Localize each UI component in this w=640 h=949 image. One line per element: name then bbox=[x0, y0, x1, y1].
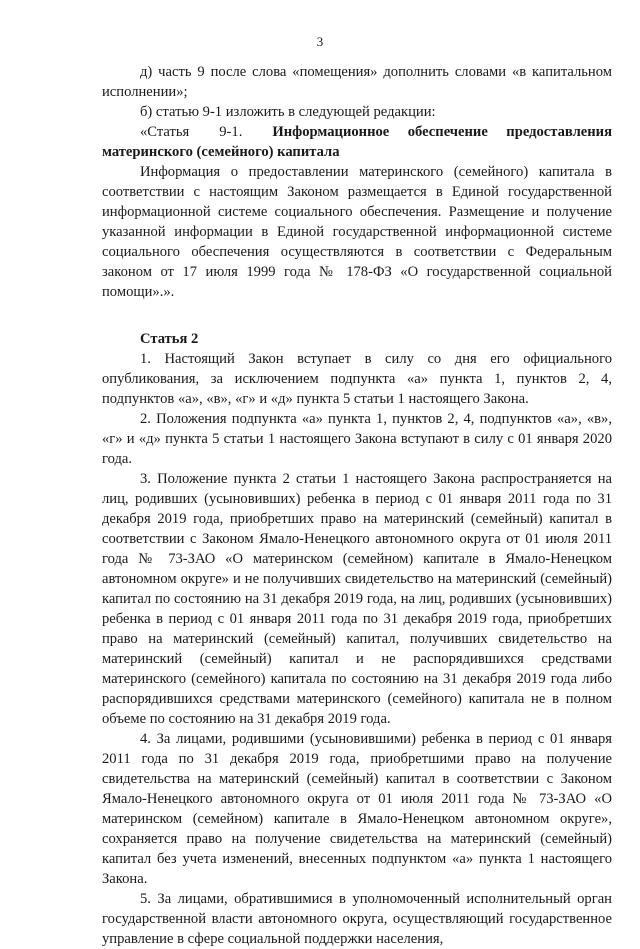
paragraph-amendment-d: д) часть 9 после слова «помещения» дополнить словами «в капитальном исполнении»; bbox=[102, 64, 612, 100]
article-2-item-1: 1. Настоящий Закон вступает в силу со дня его официального опубликования, за исключением подпункта «а» пункта 1, пунктов 2, 4, подпунктов «а», «в», «г» и «д» пункта 5 статьи 1 настоящего Закона. bbox=[102, 351, 612, 407]
statute-title: Информационное обеспечение предоставления материнского (семейного) капитала bbox=[102, 124, 612, 160]
article-2-heading: Статья 2 bbox=[140, 331, 199, 347]
paragraph-information: Информация о предоставлении материнского (семейного) капитала в соответствии с настоящим Законом размещается в Единой государственной информационной системе социального обеспечения. Размещение и получение указанной информации в Единой государственной информационной системе социального обеспечения осуществляются в соответствии с Федеральным законом от 17 июля 1999 года № 178-ФЗ «О государственной социальной помощи».». bbox=[102, 164, 612, 300]
document-body bbox=[102, 62, 612, 949]
article-2-item-4: 4. За лицами, родившими (усыновившими) ребенка в период с 01 января 2011 года по 31 декабря 2019 года, приобретшими право на получение свидетельства на материнский (семейный) капитал в соответствии с Законом Ямало-Ненецкого автономного округа от 01 июля 2011 года № 73-ЗАО «О материнском (семейном) капитале в Ямало-Ненецком автономном округе», сохраняется право на получение свидетельства на материнский (семейный) капитал без учета изменений, внесенных подпунктом «а» пункта 1 настоящего Закона. bbox=[102, 731, 612, 887]
paragraph-amendment-b: б) статью 9-1 изложить в следующей редакции: bbox=[140, 104, 436, 120]
article-2-item-3: 3. Положение пункта 2 статьи 1 настоящего Закона распространяется на лиц, родивших (усыновивших) ребенка в период с 01 января 2011 года по 31 декабря 2019 года, приобретших право на материнский (семейный) капитал в соответствии с Законом Ямало-Ненецкого автономного округа от 01 июля 2011 года № 73-ЗАО «О материнском (семейном) капитале в Ямало-Ненецком автономном округе» и не получивших свидетельство на материнский (семейный) капитал по состоянию на 31 декабря 2019 года, на лиц, родивших (усыновивших) ребенка в период с 01 января 2011 года по 31 декабря 2019 года, приобретших право на материнский (семейный) капитал, получивших свидетельство на материнский (семейный) капитал и не распорядившихся средствами материнского (семейного) капитала по состоянию на 31 декабря 2019 года либо распорядившихся средствами материнского (семейного) капитала не в полном объеме по состоянию на 31 декабря 2019 года. bbox=[102, 471, 612, 727]
article-2-item-5: 5. За лицами, обратившимися в уполномоченный исполнительный орган государственной власти автономного округа, осуществляющий государственное управление в сфере социальной поддержки населения, bbox=[102, 891, 612, 947]
statute-prefix: «Статья bbox=[140, 124, 190, 140]
statute-heading bbox=[102, 122, 612, 162]
page-number: 3 bbox=[316, 34, 324, 49]
statute-number: 9-1. bbox=[219, 124, 243, 140]
article-2-item-2: 2. Положения подпункта «а» пункта 1, пунктов 2, 4, подпунктов «а», «в», «г» и «д» пункта 5 статьи 1 настоящего Закона вступают в силу с 01 января 2020 года. bbox=[102, 411, 612, 467]
